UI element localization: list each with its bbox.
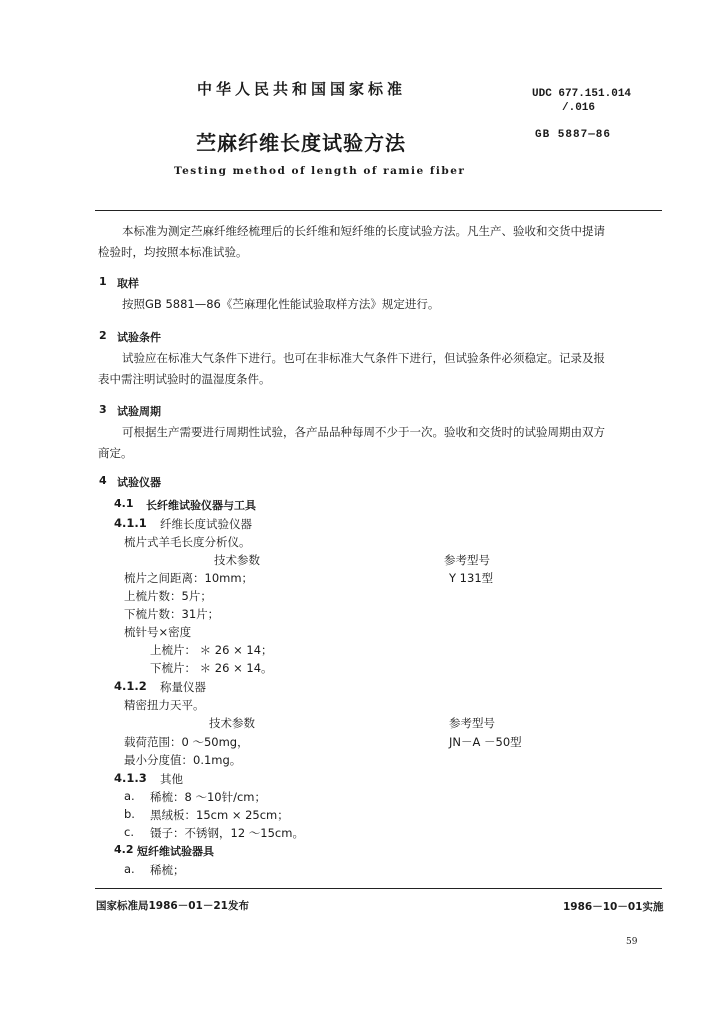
list-item: 镊子：不锈钢，12 ～15cm。 bbox=[150, 826, 304, 840]
section-4-2-title: 短纤维试验器具 bbox=[137, 845, 214, 858]
list-item: 黑绒板：15cm × 25cm； bbox=[150, 808, 289, 822]
page-number: 59 bbox=[626, 937, 638, 947]
ref-model-header: 参考型号 bbox=[444, 553, 490, 567]
section-3-title: 试验周期 bbox=[117, 405, 161, 418]
section-2-number: 2 bbox=[99, 329, 107, 342]
intro-line-2: 检验时，均按照本标准试验。 bbox=[98, 245, 248, 259]
implementation-date: 1986－10－01实施 bbox=[563, 901, 664, 913]
param-line: 下梳片数：31片； bbox=[124, 607, 220, 621]
intro-line-1: 本标准为测定苎麻纤维经梳理后的长纤维和短纤维的长度试验方法。凡生产、验收和交货中提请 bbox=[122, 224, 605, 238]
section-4-title: 试验仪器 bbox=[117, 476, 161, 489]
list-item: 稀梳：8 ～10针/cm； bbox=[150, 790, 267, 804]
ref-model-value: JN－A －50型 bbox=[449, 735, 522, 749]
param-line: 最小分度值：0.1mg。 bbox=[124, 753, 242, 767]
section-1-number: 1 bbox=[99, 275, 107, 288]
section-2-line-2: 表中需注明试验时的温湿度条件。 bbox=[98, 372, 271, 386]
section-3-line-2: 商定。 bbox=[98, 446, 133, 460]
list-item-label: a. bbox=[124, 862, 135, 876]
ref-model-header: 参考型号 bbox=[449, 716, 495, 730]
section-4-1-2-title: 称量仪器 bbox=[160, 680, 206, 694]
section-4-1-1-title: 纤维长度试验仪器 bbox=[160, 517, 252, 531]
tech-params-header: 技术参数 bbox=[214, 553, 260, 567]
standard-name: 中华人民共和国国家标准 bbox=[197, 80, 407, 98]
list-item-label: b. bbox=[124, 807, 135, 821]
section-4-1-2-desc: 精密扭力天平。 bbox=[124, 698, 205, 712]
param-line: 梳针号×密度 bbox=[124, 625, 192, 639]
section-4-1-2-number: 4.1.2 bbox=[114, 679, 147, 693]
section-3-number: 3 bbox=[99, 403, 107, 416]
issue-date: 国家标准局1986－01－21发布 bbox=[96, 900, 249, 912]
section-3-line-1: 可根据生产需要进行周期性试验，各产品品种每周不少于一次。验收和交货时的试验周期由双方 bbox=[122, 425, 605, 439]
section-2-title: 试验条件 bbox=[117, 331, 161, 344]
list-item: 稀梳； bbox=[150, 863, 185, 877]
param-line: 上梳片数：5片； bbox=[124, 589, 212, 603]
list-item-label: c. bbox=[124, 825, 134, 839]
udc-number-suffix: /.016 bbox=[562, 102, 596, 114]
section-4-1-title: 长纤维试验仪器与工具 bbox=[146, 499, 256, 512]
tech-params-header: 技术参数 bbox=[209, 716, 255, 730]
page-title-english: Testing method of length of ramie fiber bbox=[174, 165, 466, 177]
section-2-line-1: 试验应在标准大气条件下进行。也可在非标准大气条件下进行，但试验条件必须稳定。记录及报 bbox=[122, 351, 605, 365]
param-subline: 下梳片： ＊ 26 × 14。 bbox=[150, 661, 273, 675]
section-4-2-number: 4.2 bbox=[114, 843, 134, 856]
gb-standard-number: GB 5887—86 bbox=[535, 129, 612, 141]
section-4-1-1-number: 4.1.1 bbox=[114, 516, 147, 530]
section-4-1-3-number: 4.1.3 bbox=[114, 771, 147, 785]
param-line: 载荷范围：0 ～50mg， bbox=[124, 735, 249, 749]
section-4-1-1-desc: 梳片式羊毛长度分析仪。 bbox=[124, 535, 251, 549]
section-1-title: 取样 bbox=[117, 277, 139, 290]
udc-number: UDC 677.151.014 bbox=[532, 88, 632, 100]
page-title: 苎麻纤维长度试验方法 bbox=[196, 131, 406, 155]
header-divider bbox=[95, 210, 662, 211]
footer-divider bbox=[95, 888, 662, 889]
param-subline: 上梳片： ＊ 26 × 14； bbox=[150, 643, 273, 657]
section-4-1-number: 4.1 bbox=[114, 497, 134, 510]
section-1-text: 按照GB 5881—86《苎麻理化性能试验取样方法》规定进行。 bbox=[122, 297, 440, 311]
section-4-number: 4 bbox=[99, 474, 107, 487]
param-line: 梳片之间距离：10mm； bbox=[124, 571, 254, 585]
list-item-label: a. bbox=[124, 789, 135, 803]
section-4-1-3-title: 其他 bbox=[160, 772, 183, 786]
ref-model-value: Y 131型 bbox=[449, 571, 494, 585]
